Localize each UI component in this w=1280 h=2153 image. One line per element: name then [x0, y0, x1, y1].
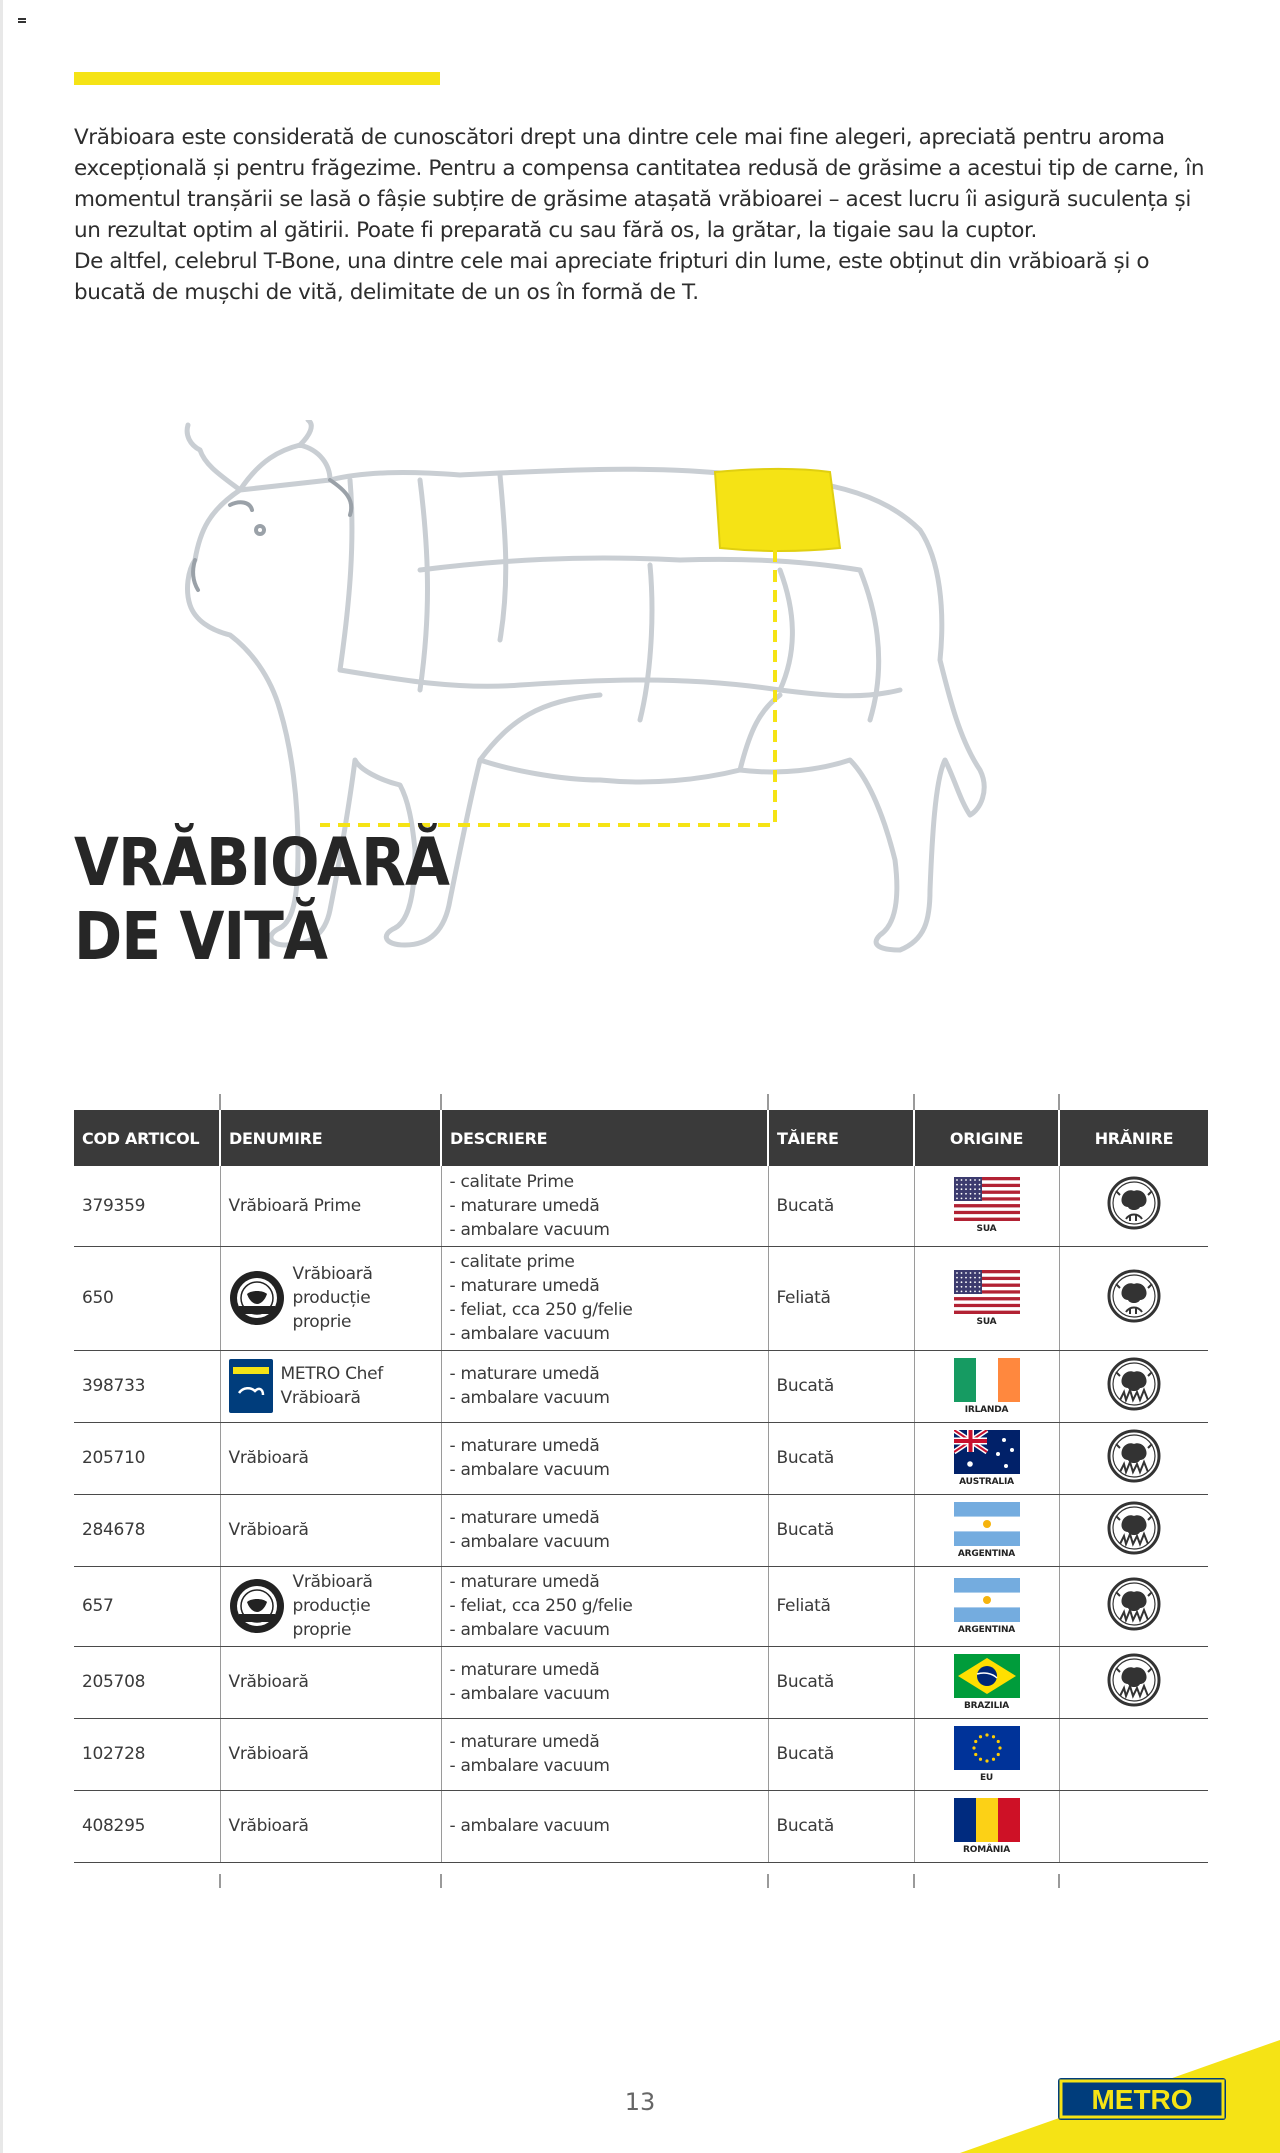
cell-cut: Bucată — [768, 1646, 914, 1718]
cell-name — [220, 1566, 441, 1646]
country-label: SUA — [976, 1316, 997, 1327]
description-line: - maturare umedă — [449, 1660, 600, 1680]
name-line: Vrăbioară — [228, 1816, 309, 1836]
name-line: METRO Chef — [280, 1364, 383, 1384]
country-label: AUSTRALIA — [959, 1476, 1014, 1487]
description-line: - feliat, cca 250 g/felie — [449, 1596, 633, 1616]
country-label: ROMÂNIA — [963, 1844, 1010, 1855]
cell-feed — [1059, 1422, 1208, 1494]
cell-cut: Bucată — [768, 1350, 914, 1422]
highlighted-cut — [715, 469, 840, 551]
cell-origin — [914, 1350, 1059, 1422]
brazil-flag-icon — [954, 1654, 1020, 1698]
cell-description — [441, 1350, 768, 1422]
intro-paragraph-1: Vrăbioara este considerată de cunoscători drept una dintre cele mai fine alegeri, apreciată pentru aroma excepțională și pentru frăgezime. Pentru a compensa cantitatea redusă de grăsime a acestui tip de carne, în momentul tranșării se lasă o fâșie subțire de grăsime atașată vrăbioarei – acest lucru îi asigură suculența și un rezultat optim al gătirii. Poate fi preparată cu sau fără os, la grătar, la tigaie sau la cuptor. — [74, 125, 1205, 243]
ireland-flag-icon — [954, 1358, 1020, 1402]
cut-title-line-2: DE VITĂ — [74, 898, 328, 975]
name-line: Vrăbioară — [292, 1264, 373, 1284]
country-label: EU — [979, 1772, 994, 1783]
page-edge — [0, 0, 3, 2153]
cell-cut: Bucată — [768, 1422, 914, 1494]
cell-feed — [1059, 1166, 1208, 1246]
cell-description — [441, 1166, 768, 1246]
cell-code: 102728 — [74, 1718, 220, 1790]
country-label: BRAZILIA — [963, 1700, 1010, 1711]
description-line: - maturare umedă — [449, 1276, 600, 1296]
usa-flag-icon — [954, 1270, 1020, 1314]
description-line: - feliat, cca 250 g/felie — [449, 1300, 633, 1320]
cell-name — [220, 1166, 441, 1246]
grass-fed-icon — [1106, 1576, 1162, 1632]
table-row — [74, 1246, 1208, 1350]
name-line: Vrăbioară — [280, 1388, 361, 1408]
cell-name — [220, 1494, 441, 1566]
table-header-row — [74, 1110, 1208, 1166]
cell-cut: Feliată — [768, 1566, 914, 1646]
cell-feed — [1059, 1566, 1208, 1646]
table-row — [74, 1646, 1208, 1718]
country-label: ARGENTINA — [957, 1624, 1016, 1635]
name-line: Vrăbioară — [228, 1672, 309, 1692]
cell-cut: Bucată — [768, 1718, 914, 1790]
page-number: 13 — [624, 2088, 656, 2116]
romania-flag-icon — [954, 1798, 1020, 1842]
cell-cut: Bucată — [768, 1166, 914, 1246]
header-column-ticks — [74, 1094, 1208, 1110]
name-line: Vrăbioară — [228, 1448, 309, 1468]
cell-feed — [1059, 1494, 1208, 1566]
cell-description — [441, 1246, 768, 1350]
cell-origin — [914, 1566, 1059, 1646]
grass-fed-icon — [1106, 1428, 1162, 1484]
description-line: - ambalare vacuum — [449, 1324, 610, 1344]
description-line: - maturare umedă — [449, 1195, 600, 1216]
cell-description — [441, 1422, 768, 1494]
description-line: - maturare umedă — [449, 1732, 600, 1752]
accent-bar — [74, 72, 440, 85]
cell-code: 379359 — [74, 1166, 220, 1246]
cell-name — [220, 1646, 441, 1718]
cell-feed — [1059, 1718, 1208, 1790]
own-production-badge-icon — [229, 1270, 285, 1326]
description-line: - calitate prime — [449, 1252, 575, 1272]
grass-fed-icon — [1106, 1356, 1162, 1412]
cell-feed — [1059, 1790, 1208, 1862]
grass-fed-icon — [1106, 1500, 1162, 1556]
argentina-flag-icon — [954, 1578, 1020, 1622]
svg-text:METRO: METRO — [1091, 2084, 1193, 2115]
table-row — [74, 1166, 1208, 1246]
description-line: - ambalare vacuum — [449, 1816, 610, 1836]
description-line: - ambalare vacuum — [449, 1532, 610, 1552]
header-description: DESCRIERE — [441, 1110, 768, 1166]
description-line: - ambalare vacuum — [449, 1388, 610, 1408]
own-production-badge-icon — [229, 1578, 285, 1634]
table-row — [74, 1494, 1208, 1566]
cell-origin — [914, 1246, 1059, 1350]
country-label: SUA — [976, 1224, 997, 1235]
cell-name — [220, 1790, 441, 1862]
header-cut: TĂIERE — [768, 1110, 914, 1166]
name-line: Vrăbioară Prime — [228, 1195, 361, 1216]
cell-name — [220, 1422, 441, 1494]
argentina-flag-icon — [954, 1502, 1020, 1546]
name-line: proprie — [292, 1312, 352, 1332]
table-row — [74, 1350, 1208, 1422]
cell-description — [441, 1494, 768, 1566]
australia-flag-icon — [954, 1430, 1020, 1474]
description-line: - ambalare vacuum — [449, 1460, 610, 1480]
header-name: DENUMIRE — [220, 1110, 441, 1166]
cell-origin — [914, 1646, 1059, 1718]
description-line: - ambalare vacuum — [449, 1620, 610, 1640]
header-code: COD ARTICOL — [74, 1110, 220, 1166]
cell-code: 205710 — [74, 1422, 220, 1494]
cell-code: 398733 — [74, 1350, 220, 1422]
cell-name — [220, 1718, 441, 1790]
header-origin: ORIGINE — [914, 1110, 1059, 1166]
cell-cut: Bucată — [768, 1494, 914, 1566]
cell-feed — [1059, 1350, 1208, 1422]
description-line: - ambalare vacuum — [449, 1219, 610, 1240]
cell-origin — [914, 1718, 1059, 1790]
cell-description — [441, 1646, 768, 1718]
cell-code: 657 — [74, 1566, 220, 1646]
grass-fed-icon — [1106, 1652, 1162, 1708]
cell-description — [441, 1566, 768, 1646]
description-line: - maturare umedă — [449, 1436, 600, 1456]
cell-name — [220, 1246, 441, 1350]
name-line: proprie — [292, 1620, 352, 1640]
description-line: - ambalare vacuum — [449, 1756, 610, 1776]
products-table — [74, 1110, 1208, 1863]
name-line: producție — [292, 1288, 371, 1308]
country-label: IRLANDA — [964, 1404, 1009, 1415]
cell-cut: Feliată — [768, 1246, 914, 1350]
name-line: Vrăbioară — [228, 1744, 309, 1764]
usa-flag-icon — [954, 1177, 1020, 1221]
intro-paragraph-2: De altfel, celebrul T-Bone, una dintre cele mai apreciate fripturi din lume, este obținut din vrăbioară și o bucată de mușchi de vită, delimitate de un os în formă de T. — [74, 249, 1150, 305]
cell-origin — [914, 1422, 1059, 1494]
cell-code: 650 — [74, 1246, 220, 1350]
description-line: - ambalare vacuum — [449, 1684, 610, 1704]
description-line: - maturare umedă — [449, 1508, 600, 1528]
metro-chef-logo-icon — [229, 1359, 273, 1413]
cell-feed — [1059, 1646, 1208, 1718]
menu-icon[interactable] — [18, 18, 26, 25]
cell-description — [441, 1718, 768, 1790]
table-row — [74, 1718, 1208, 1790]
description-line: - maturare umedă — [449, 1572, 600, 1592]
cell-code: 284678 — [74, 1494, 220, 1566]
name-line: Vrăbioară — [228, 1520, 309, 1540]
eu-flag-icon — [954, 1726, 1020, 1770]
cell-cut: Bucată — [768, 1790, 914, 1862]
metro-logo[interactable] — [1058, 2078, 1226, 2120]
name-line: Vrăbioară — [292, 1572, 373, 1592]
footer-column-ticks — [74, 1874, 1208, 1888]
country-label: ARGENTINA — [957, 1548, 1016, 1559]
header-feed: HRĂNIRE — [1059, 1110, 1208, 1166]
table-row — [74, 1790, 1208, 1862]
name-line: producție — [292, 1596, 371, 1616]
grain-fed-icon — [1106, 1268, 1162, 1324]
cell-description — [441, 1790, 768, 1862]
grain-fed-icon — [1106, 1175, 1162, 1231]
cell-origin — [914, 1494, 1059, 1566]
cell-origin — [914, 1790, 1059, 1862]
cut-title — [74, 826, 449, 974]
table-row — [74, 1422, 1208, 1494]
cell-code: 408295 — [74, 1790, 220, 1862]
table-row — [74, 1566, 1208, 1646]
cut-title-line-1: VRĂBIOARĂ — [74, 824, 450, 901]
description-line: - calitate Prime — [449, 1171, 574, 1192]
intro-text — [74, 122, 1214, 308]
cell-name — [220, 1350, 441, 1422]
cell-feed — [1059, 1246, 1208, 1350]
cell-code: 205708 — [74, 1646, 220, 1718]
cell-origin — [914, 1166, 1059, 1246]
description-line: - maturare umedă — [449, 1364, 600, 1384]
